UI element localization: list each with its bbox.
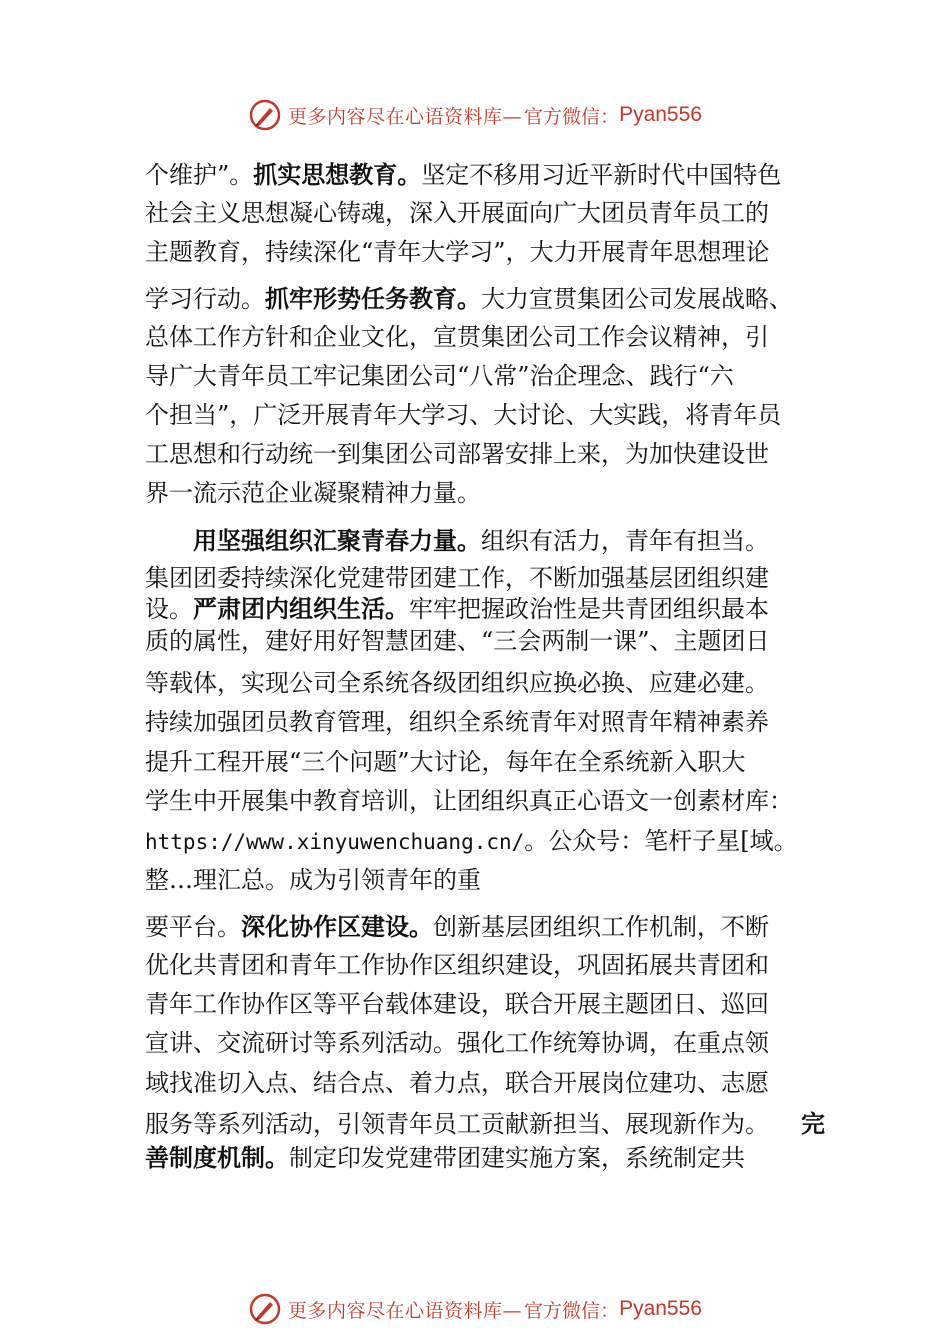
text-line: 宣讲、交流研讨等系列活动。强化工作统筹协调，在重点领: [145, 1029, 769, 1057]
text-line: 持续加强团员教育管理，组织全系统青年对照青年精神素养: [145, 708, 769, 736]
footer-banner: [0, 1289, 950, 1329]
text-line: 主题教育，持续深化“青年大学习”，大力开展青年思想理论: [145, 238, 770, 266]
text-line: 整…理汇总。成为引领青年的重: [145, 866, 481, 894]
text-line: 善制度机制。制定印发党建带团建实施方案，系统制定共: [145, 1144, 745, 1172]
pen-logo-icon: [248, 98, 282, 132]
text-line: 个担当”，广泛开展青年大学习、大讨论、大实践，将青年员: [145, 401, 782, 429]
text-line: 集团团委持续深化党建带团建工作，不断加强基层团组织建: [145, 564, 769, 592]
banner-wechat-id: Pyan556: [619, 1297, 702, 1320]
pen-logo-icon: [248, 1292, 282, 1326]
text-line: 域找准切入点、结合点、着力点，联合开展岗位建功、志愿: [145, 1069, 769, 1097]
url-text: https://www.xinyuwenchuang.cn/: [145, 830, 525, 854]
banner-wechat-label: 官方微信：: [524, 105, 620, 128]
text-line: 提升工程开展“三个问题”大讨论，每年在全系统新入职大: [145, 748, 746, 776]
text-line: 总体工作方针和企业文化，宣贯集团公司工作会议精神，引: [145, 323, 769, 351]
text-line: 个维护”。抓实思想教育。坚定不移用习近平新时代中国特色: [145, 161, 782, 189]
text-line: 优化共青团和青年工作协作区组织建设，巩固拓展共青团和: [145, 951, 769, 979]
text-line: 界一流示范企业凝聚精神力量。: [145, 479, 481, 507]
header-banner: [0, 95, 950, 135]
text-line: 学习行动。抓牢形势任务教育。大力宣贯集团公司发展战略、: [145, 285, 793, 313]
banner-wechat-id: Pyan556: [619, 103, 702, 126]
text-line: 学生中开展集中教育培训，让团组织真正心语文一创素材库：: [145, 787, 793, 815]
text-line: 工思想和行动统一到集团公司部署安排上来，为加快建设世: [145, 440, 769, 468]
text-line: 要平台。深化协作区建设。创新基层团组织工作机制，不断: [145, 913, 769, 941]
banner-slogan: 更多内容尽在心语资料库—: [288, 1299, 523, 1322]
text-line: 等载体，实现公司全系统各级团组织应换必换、应建必建。: [145, 669, 769, 697]
text-line: 社会主义思想凝心铸魂，深入开展面向广大团员青年员工的: [145, 199, 769, 227]
text-line: 服务等系列活动，引领青年员工贡献新担当、展现新作为。 完: [145, 1110, 825, 1138]
text-line: 质的属性，建好用好智慧团建、“三会两制一课”、主题团日: [145, 627, 770, 655]
banner-wechat-label: 官方微信：: [524, 1299, 620, 1322]
text-line: https://www.xinyuwenchuang.cn/。公众号：笔杆子星[域。: [145, 827, 798, 855]
banner-slogan: 更多内容尽在心语资料库—: [288, 105, 523, 128]
text-line: 导广大青年员工牢记集团公司“八常”治企理念、践行“六: [145, 362, 734, 390]
text-line: 设。严肃团内组织生活。牢牢把握政治性是共青团组织最本: [145, 595, 769, 623]
text-line: 青年工作协作区等平台载体建设，联合开展主题团日、巡回: [145, 990, 769, 1018]
text-line: 用坚强组织汇聚青春力量。组织有活力，青年有担当。: [193, 527, 769, 555]
